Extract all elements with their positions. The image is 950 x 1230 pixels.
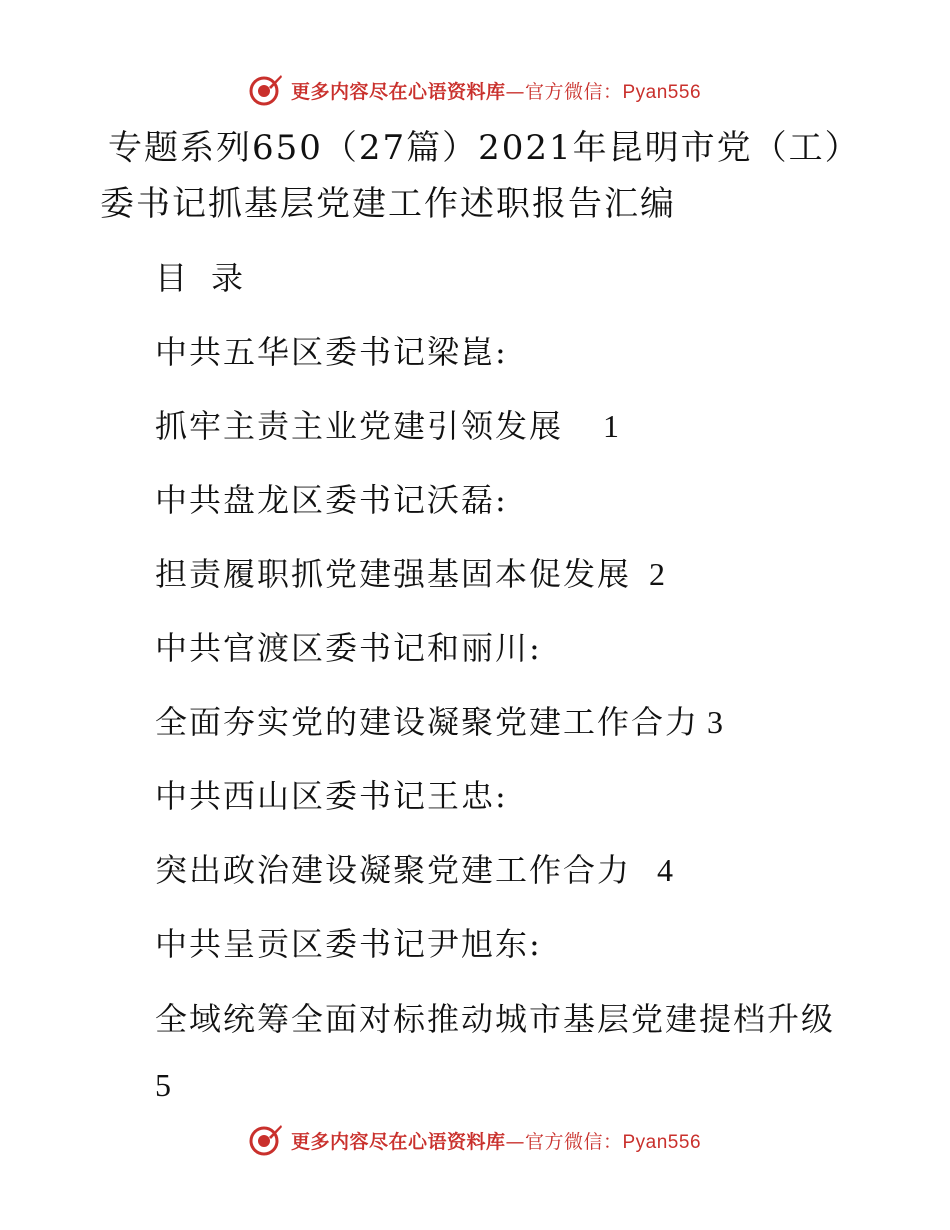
toc-page-number: 4: [657, 852, 676, 888]
watermark-separator: —: [505, 1130, 525, 1153]
watermark-brand: 更多内容尽在心语资料库: [290, 1130, 506, 1153]
toc-entry[interactable]: [155, 394, 855, 468]
toc-entry-title: 全域统筹全面对标推动城市基层党建提档升级: [155, 1000, 836, 1038]
watermark-contact-id: Pyan556: [622, 81, 702, 103]
watermark-contact-label: 官方微信：: [524, 1130, 623, 1153]
toc-page-number: 1: [603, 408, 622, 444]
toc-entry-title: 全面夯实党的建设凝聚党建工作合力: [155, 703, 700, 741]
toc-entry[interactable]: [155, 542, 855, 616]
watermark-contact-id: Pyan556: [622, 1131, 702, 1153]
watermark-contact-label: 官方微信：: [524, 80, 623, 103]
watermark-footer: [0, 1120, 950, 1160]
toc-entry[interactable]: [155, 986, 855, 1118]
toc-page-number: 5: [155, 1067, 173, 1103]
toc-heading-b: 录: [211, 259, 246, 297]
toc-entry-title: 抓牢主责主业党建引领发展: [155, 407, 564, 445]
watermark-text: [291, 77, 701, 104]
watermark-brand: 更多内容尽在心语资料库: [290, 80, 506, 103]
toc-page-number: 3: [707, 704, 726, 740]
watermark-separator: —: [505, 80, 525, 103]
toc-author: 中共西山区委书记王忠:: [155, 777, 508, 815]
pen-logo-icon: [249, 1123, 283, 1157]
toc-author: 中共五华区委书记梁崑:: [155, 333, 508, 371]
toc-entry-title: 突出政治建设凝聚党建工作合力: [155, 851, 632, 889]
toc-author: 中共官渡区委书记和丽川:: [155, 629, 542, 667]
toc-author: 中共盘龙区委书记沃磊:: [155, 481, 508, 519]
toc-page-number: 2: [649, 556, 668, 592]
toc-entry-title: 担责履职抓党建强基固本促发展: [155, 555, 632, 593]
table-of-contents: [155, 246, 855, 1118]
watermark-header: [0, 70, 950, 110]
toc-entry[interactable]: [155, 690, 855, 764]
toc-entry[interactable]: [155, 838, 855, 912]
toc-heading-a: 目: [155, 259, 190, 297]
watermark-text: [291, 1127, 701, 1154]
pen-logo-icon: [249, 73, 283, 107]
toc-author: 中共呈贡区委书记尹旭东:: [155, 925, 542, 963]
document-title: 专题系列650（27篇）2021年昆明市党（工）委书记抓基层党建工作述职报告汇编: [100, 128, 844, 224]
toc-heading: [155, 246, 855, 320]
